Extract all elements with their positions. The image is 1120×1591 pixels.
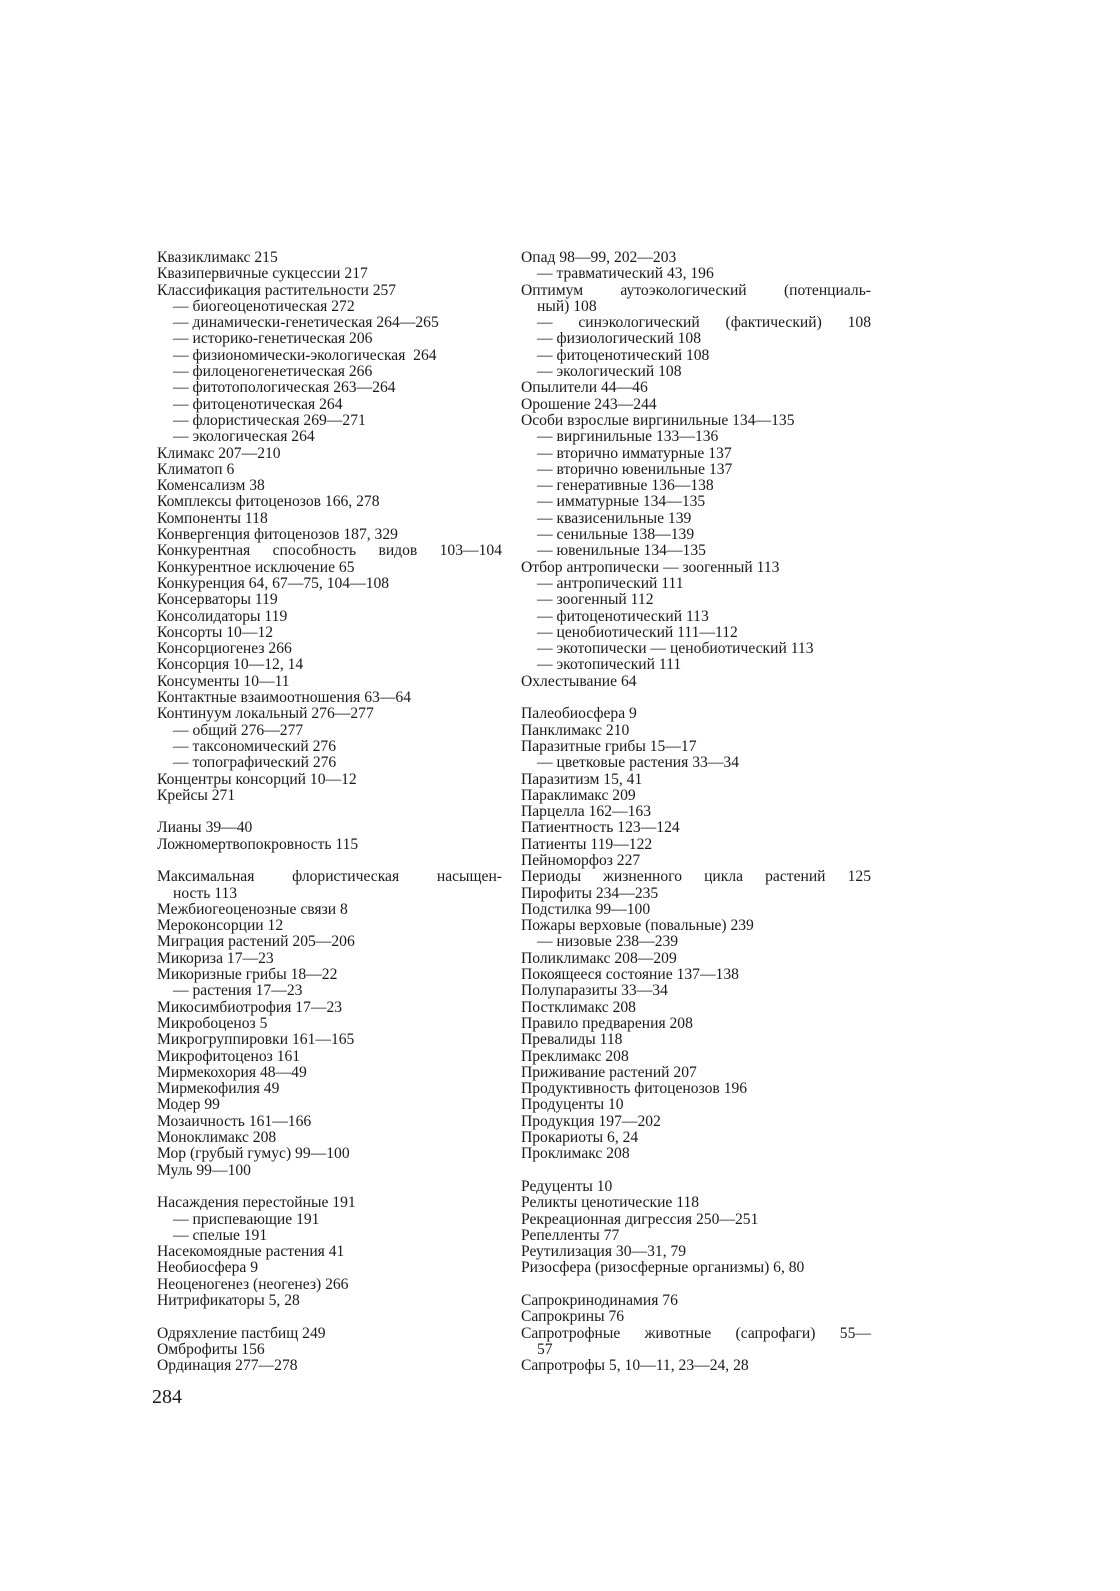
index-entry: Паразитизм 15, 41 xyxy=(521,770,643,788)
index-entry: Продуценты 10 xyxy=(521,1096,624,1114)
index-entry: Контактные взаимоотношения 63—64 xyxy=(157,689,411,707)
index-subentry: — физиологический 108 xyxy=(537,330,701,348)
index-entry: Полупаразиты 33—34 xyxy=(521,982,668,1000)
index-gap xyxy=(521,1277,871,1293)
index-entry: Пожары верховые (повальные) 239 xyxy=(521,917,754,935)
index-entry: Сапрокринодинамия 76 xyxy=(521,1292,678,1309)
index-subentry: — низовые 238—239 xyxy=(537,933,679,951)
index-entry: Опад 98—99, 202—203 xyxy=(521,249,677,266)
index-entry: Реликты ценотические 118 xyxy=(521,1194,700,1212)
index-entry: Классификация растительности 257 xyxy=(157,281,397,299)
index-subentry: — историко-генетическая 206 xyxy=(173,330,373,348)
index-subentry: — фитоценотический 113 xyxy=(537,607,709,625)
index-entry: Миграция растений 205—206 xyxy=(157,933,355,951)
index-entry: Крейсы 271 xyxy=(157,786,236,804)
index-subentry: — экотопический 111 xyxy=(537,656,682,674)
index-subentry: — фитоценотическая 264 xyxy=(173,395,343,413)
index-entry: Патиенты 119—122 xyxy=(521,835,653,853)
index-subentry: — травматический 43, 196 xyxy=(537,265,714,283)
index-entry-continuation: ный) 108 xyxy=(537,297,597,315)
index-entry: Необиосфера 9 xyxy=(157,1259,258,1277)
index-subentry: — растения 17—23 xyxy=(173,982,303,1000)
index-entry: Особи взрослые виргинильные 134—135 xyxy=(521,411,795,429)
index-entry: Консерваторы 119 xyxy=(157,591,278,609)
index-entry: Правило предварения 208 xyxy=(521,1014,693,1032)
index-entry: Преклимакс 208 xyxy=(521,1047,629,1065)
index-entry: Консорциогенез 266 xyxy=(157,640,292,658)
index-entry: Мирмекохория 48—49 xyxy=(157,1063,307,1081)
index-entry: Комплексы фитоценозов 166, 278 xyxy=(157,493,380,511)
index-entry: Конкуренция 64, 67—75, 104—108 xyxy=(157,574,390,592)
index-entry: Консументы 10—11 xyxy=(157,672,290,690)
index-entry: Концентры консорций 10—12 xyxy=(157,770,357,788)
index-entry: Периоды жизненного цикла растений 125 xyxy=(521,868,871,886)
index-entry: Прокариоты 6, 24 xyxy=(521,1129,639,1147)
index-entry: Пирофиты 234—235 xyxy=(521,884,659,902)
index-subentry: — синэкологический (фактический) 108 xyxy=(537,314,871,332)
index-entry: Подстилка 99—100 xyxy=(521,900,651,918)
index-entry: Сапротрофные животные (сапрофаги) 55— xyxy=(521,1324,871,1342)
index-entry: Мероконсорции 12 xyxy=(157,917,284,935)
index-entry: Ложномертвопокровность 115 xyxy=(157,835,359,853)
index-entry: Конвергенция фитоценозов 187, 329 xyxy=(157,526,398,544)
index-entry: Омброфиты 156 xyxy=(157,1340,265,1358)
index-entry: Неоценогенез (неогенез) 266 xyxy=(157,1275,349,1293)
index-entry: Микориза 17—23 xyxy=(157,949,274,967)
index-entry: Мирмекофилия 49 xyxy=(157,1080,280,1098)
index-entry: Постклимакс 208 xyxy=(521,998,636,1016)
index-entry: Модер 99 xyxy=(157,1096,220,1114)
index-entry: Паразитные грибы 15—17 xyxy=(521,737,697,755)
index-entry: Моноклимакс 208 xyxy=(157,1129,277,1147)
index-column-right xyxy=(521,250,871,1374)
index-entry: Консорты 10—12 xyxy=(157,623,274,641)
index-entry: Ризосфера (ризосферные организмы) 6, 80 xyxy=(521,1259,805,1277)
index-entry: Проклимакс 208 xyxy=(521,1145,630,1163)
index-entry: Ординация 277—278 xyxy=(157,1357,298,1375)
index-entry: Параклимакс 209 xyxy=(521,786,636,804)
index-entry: Реутилизация 30—31, 79 xyxy=(521,1243,687,1261)
index-subentry: — цветковые растения 33—34 xyxy=(537,754,740,772)
index-entry: Одряхление пастбищ 249 xyxy=(157,1324,326,1342)
index-entry: Отбор антропически — зоогенный 113 xyxy=(521,558,780,576)
page-number: 284 xyxy=(152,1386,182,1408)
index-subentry: — зоогенный 112 xyxy=(537,591,654,609)
index-subentry: — общий 276—277 xyxy=(173,721,304,739)
index-subentry: — ювенильные 134—135 xyxy=(537,542,706,560)
index-entry: Консорция 10—12, 14 xyxy=(157,656,304,674)
index-subentry: — физиономически-экологическая 264 xyxy=(173,346,437,364)
index-entry: Насаждения перестойные 191 xyxy=(157,1194,356,1212)
index-subentry: — вторично имматурные 137 xyxy=(537,444,732,462)
index-entry: Оптимум аутоэкологический (потенциаль- xyxy=(521,281,871,299)
index-entry: Палеобиосфера 9 xyxy=(521,705,637,723)
index-subentry: — виргинильные 133—136 xyxy=(537,428,719,446)
index-entry: Микробоценоз 5 xyxy=(157,1014,268,1032)
index-entry: Репелленты 77 xyxy=(521,1226,620,1244)
index-entry: Поликлимакс 208—209 xyxy=(521,949,677,967)
index-subentry: — ценобиотический 111—112 xyxy=(537,623,738,641)
index-subentry: — антропический 111 xyxy=(537,574,684,592)
index-entry: Превалиды 118 xyxy=(521,1031,623,1049)
index-entry: Квазиклимакс 215 xyxy=(157,249,278,266)
index-gap xyxy=(157,804,502,820)
index-entry: Микосимбиотрофия 17—23 xyxy=(157,998,343,1016)
index-entry: Продукция 197—202 xyxy=(521,1112,661,1130)
index-entry: Конкурентное исключение 65 xyxy=(157,558,355,576)
index-entry: Климакс 207—210 xyxy=(157,444,281,462)
index-subentry: — таксономический 276 xyxy=(173,737,337,755)
index-gap xyxy=(521,1163,871,1179)
index-entry: Покоящееся состояние 137—138 xyxy=(521,966,739,984)
index-subentry: — квазисенильные 139 xyxy=(537,509,692,527)
index-entry: Сапрокрины 76 xyxy=(521,1308,625,1326)
index-entry: Компоненты 118 xyxy=(157,509,268,527)
index-entry: Мозаичность 161—166 xyxy=(157,1112,312,1130)
index-subentry: — флористическая 269—271 xyxy=(173,411,366,429)
index-entry: Охлестывание 64 xyxy=(521,672,637,690)
index-subentry: — топографический 276 xyxy=(173,754,337,772)
index-entry: Максимальная флористическая насыщен- xyxy=(157,868,502,886)
index-entry: Парцелла 162—163 xyxy=(521,803,652,821)
index-entry: Сапротрофы 5, 10—11, 23—24, 28 xyxy=(521,1357,749,1375)
index-subentry: — вторично ювенильные 137 xyxy=(537,460,733,478)
index-entry: Приживание растений 207 xyxy=(521,1063,697,1081)
index-entry: Панклимакс 210 xyxy=(521,721,630,739)
index-entry: Орошение 243—244 xyxy=(521,395,657,413)
index-gap xyxy=(157,853,502,869)
index-entry: Микрофитоценоз 161 xyxy=(157,1047,301,1065)
index-entry: Климатоп 6 xyxy=(157,460,235,478)
index-subentry: — спелые 191 xyxy=(173,1226,268,1244)
index-subentry: — филоценогенетическая 266 xyxy=(173,363,373,381)
index-entry: Коменсализм 38 xyxy=(157,477,265,495)
index-entry: Насекомоядные растения 41 xyxy=(157,1243,345,1261)
index-subentry: — экологическая 264 xyxy=(173,428,315,446)
index-entry: Конкурентная способность видов 103—104 xyxy=(157,542,502,560)
index-entry: Нитрификаторы 5, 28 xyxy=(157,1292,300,1309)
index-entry: Патиентность 123—124 xyxy=(521,819,680,837)
index-entry: Мор (грубый гумус) 99—100 xyxy=(157,1145,350,1163)
index-entry: Муль 99—100 xyxy=(157,1161,251,1179)
index-gap xyxy=(157,1309,502,1325)
index-entry-continuation: 57 xyxy=(537,1340,553,1358)
index-gap xyxy=(521,690,871,706)
index-subentry: — фитоценотический 108 xyxy=(537,346,710,364)
index-subentry: — экологический 108 xyxy=(537,363,682,381)
index-subentry: — сенильные 138—139 xyxy=(537,526,695,544)
index-entry-continuation: ность 113 xyxy=(173,884,238,902)
index-entry: Континуум локальный 276—277 xyxy=(157,705,374,723)
index-entry: Лианы 39—40 xyxy=(157,819,253,837)
index-entry: Продуктивность фитоценозов 196 xyxy=(521,1080,748,1098)
index-entry: Межбиогеоценозные связи 8 xyxy=(157,900,348,918)
index-subentry: — фитотопологическая 263—264 xyxy=(173,379,396,397)
index-subentry: — имматурные 134—135 xyxy=(537,493,706,511)
index-subentry: — генеративные 136—138 xyxy=(537,477,714,495)
index-entry: Микоризные грибы 18—22 xyxy=(157,966,338,984)
index-subentry: — биогеоценотическая 272 xyxy=(173,297,355,315)
index-entry: Квазипервичные сукцессии 217 xyxy=(157,265,368,283)
index-gap xyxy=(157,1179,502,1195)
index-entry: Редуценты 10 xyxy=(521,1177,613,1195)
index-entry: Рекреационная дигрессия 250—251 xyxy=(521,1210,759,1228)
index-subentry: — экотопически — ценобиотический 113 xyxy=(537,640,814,658)
index-entry: Пейноморфоз 227 xyxy=(521,851,641,869)
index-entry: Опылители 44—46 xyxy=(521,379,648,397)
index-subentry: — приспевающие 191 xyxy=(173,1210,320,1228)
index-column-left xyxy=(157,250,502,1374)
index-subentry: — динамически-генетическая 264—265 xyxy=(173,314,439,332)
index-entry: Микрогруппировки 161—165 xyxy=(157,1031,355,1049)
index-entry: Консолидаторы 119 xyxy=(157,607,288,625)
